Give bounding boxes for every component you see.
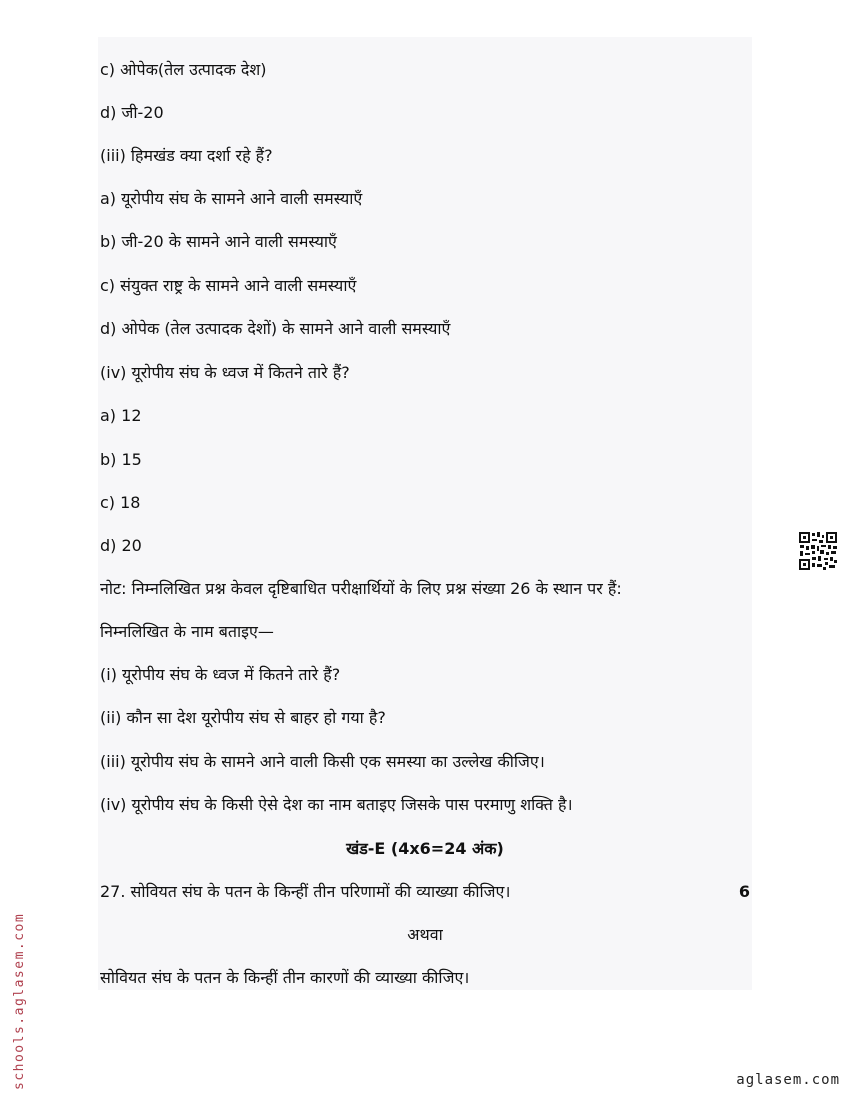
question-27: 27. सोवियत संघ के पतन के किन्हीं तीन परिणामों की व्याख्या कीजिए। <box>100 882 511 901</box>
subquestion-iii-option-d: d) ओपेक (तेल उत्पादक देशों) के सामने आने वाली समस्याएँ <box>100 319 451 338</box>
subquestion-iii: (iii) हिमखंड क्या दर्शा रहे हैं? <box>100 146 273 165</box>
vi-item-ii: (ii) कौन सा देश यूरोपीय संघ से बाहर हो गया है? <box>100 708 386 727</box>
vi-intro: निम्नलिखित के नाम बताइए— <box>100 622 274 641</box>
question-27-alternative: सोवियत संघ के पतन के किन्हीं तीन कारणों की व्याख्या कीजिए। <box>100 968 470 987</box>
q26-option-c: c) ओपेक(तेल उत्पादक देश) <box>100 60 267 79</box>
subquestion-iv-option-d: d) 20 <box>100 536 142 555</box>
section-e-heading: खंड-E (4x6=24 अंक) <box>346 839 504 858</box>
subquestion-iv-option-a: a) 12 <box>100 406 142 425</box>
footer-watermark: aglasem.com <box>736 1072 840 1088</box>
subquestion-iii-option-b: b) जी-20 के सामने आने वाली समस्याएँ <box>100 232 337 251</box>
subquestion-iii-option-a: a) यूरोपीय संघ के सामने आने वाली समस्याएँ <box>100 189 363 208</box>
vi-item-i: (i) यूरोपीय संघ के ध्वज में कितने तारे हैं? <box>100 665 341 684</box>
qr-code-icon <box>798 531 838 571</box>
subquestion-iv-option-b: b) 15 <box>100 450 142 469</box>
vi-item-iii: (iii) यूरोपीय संघ के सामने आने वाली किसी एक समस्या का उल्लेख कीजिए। <box>100 752 545 771</box>
subquestion-iv-option-c: c) 18 <box>100 493 141 512</box>
or-label: अथवा <box>407 925 443 944</box>
subquestion-iii-option-c: c) संयुक्त राष्ट्र के सामने आने वाली समस्याएँ <box>100 276 357 295</box>
question-27-marks: 6 <box>738 882 750 901</box>
side-watermark: schools.aglasem.com <box>12 912 27 1090</box>
subquestion-iv: (iv) यूरोपीय संघ के ध्वज में कितने तारे हैं? <box>100 363 350 382</box>
q26-option-d: d) जी-20 <box>100 103 164 122</box>
vi-note: नोट: निम्नलिखित प्रश्न केवल दृष्टिबाधित परीक्षार्थियों के लिए प्रश्न संख्या 26 के स्थान पर हैं: <box>100 579 622 598</box>
vi-item-iv: (iv) यूरोपीय संघ के किसी ऐसे देश का नाम बताइए जिसके पास परमाणु शक्ति है। <box>100 795 573 814</box>
